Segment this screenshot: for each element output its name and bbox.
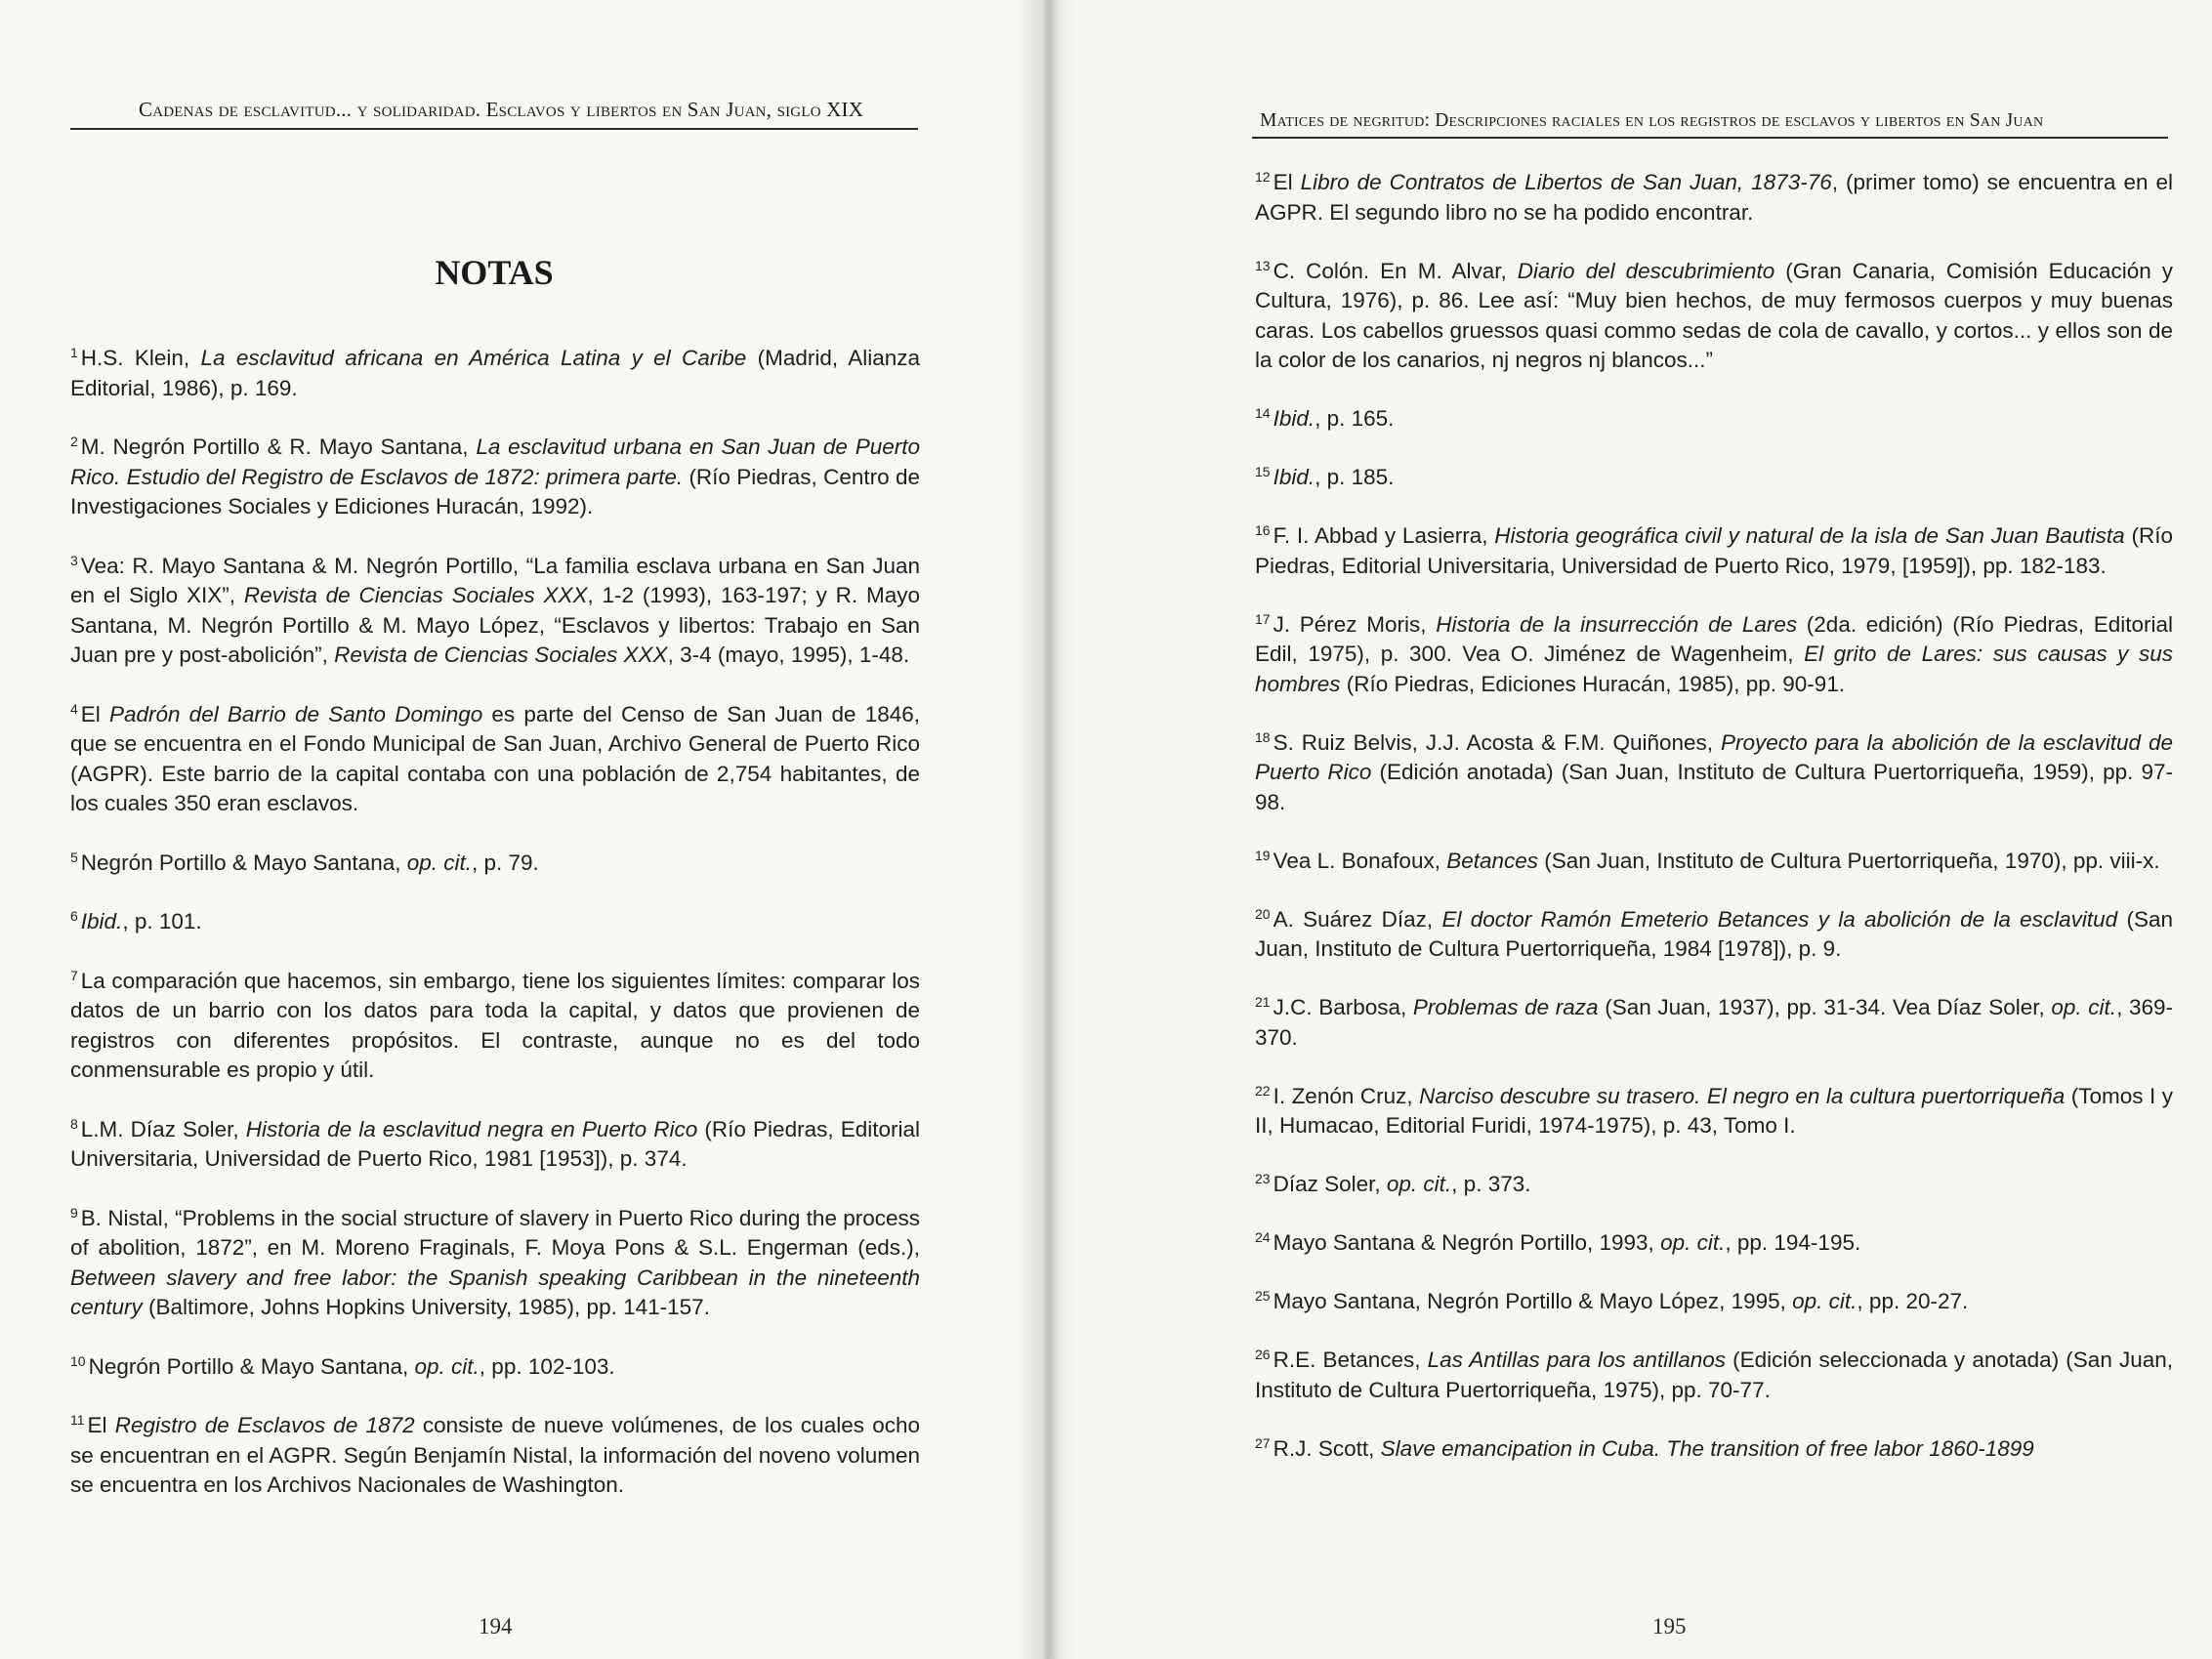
footnote-text: (Tomos I y II, Humacao, Editorial Furidi, 1974-1975), p. 43, Tomo I. [1255,1083,2173,1138]
footnote-5 [70,849,920,879]
footnote-italic-title: op. cit. [2051,995,2117,1019]
footnote-number: 13 [1255,257,1271,273]
footnote-number: 11 [70,1412,85,1428]
footnote-text: I. Zenón Cruz, [1273,1083,1420,1108]
footnote-italic-title: La esclavitud urbana en San Juan de Puerto Rico. Estudio del Registro de Esclavos de 1872: primera parte. [70,435,920,489]
footnote-text: S. Ruiz Belvis, J.J. Acosta & F.M. Quiñones, [1273,729,1721,755]
footnote-number: 23 [1255,1171,1271,1186]
footnote-italic-title: Registro de Esclavos de 1872 [114,1413,415,1437]
left-header-rule [70,128,918,130]
footnote-8 [70,1115,920,1175]
right-header-rule [1252,137,2168,139]
footnote-italic-title: Ibid. [1273,465,1315,489]
notes-title: NOTAS [435,253,554,292]
footnote-text: B. Nistal, “Problems in the social structure of slavery in Puerto Rico during the process of abolition, 1872”, en M. Moreno Fraginals, F. Moya Pons & S.L. Engerman (eds.), [70,1205,920,1260]
footnote-number: 12 [1255,169,1271,185]
footnote-text: (San Juan, Instituto de Cultura Puertorriqueña, 1984 [1978]), p. 9. [1255,906,2173,961]
footnote-text: es parte del Censo de San Juan de 1846, que se encuentra en el Fondo Municipal de San Juan, Archivo General de Puerto Rico (AGPR). Este barrio de la capital contaba con una población de 2,754 habitantes, de los cuales 350 eran esclavos. [70,701,920,815]
footnote-italic-title: Proyecto para la abolición de la esclavitud de Puerto Rico [1255,729,2174,784]
footnote-italic-title: Libro de Contratos de Libertos de San Juan, 1873-76 [1300,170,1832,194]
footnote-26 [1255,1346,2173,1405]
footnote-text: , p. 165. [1315,406,1395,431]
footnote-number: 19 [1255,847,1271,863]
footnote-italic-title: Ibid. [1273,406,1315,431]
footnote-number: 25 [1255,1288,1271,1304]
footnote-number: 2 [70,434,78,449]
footnote-text: (Baltimore, Johns Hopkins University, 1985), pp. 141-157. [142,1295,710,1319]
footnote-text: J.C. Barbosa, [1273,995,1413,1019]
footnote-25 [1255,1287,2173,1317]
footnote-italic-title: Betances [1446,848,1539,873]
footnote-15 [1255,463,2173,493]
footnote-text: Vea L. Bonafoux, [1273,848,1447,873]
footnote-9 [70,1204,920,1323]
footnote-12 [1255,168,2173,228]
right-notes-list [1255,168,2173,1493]
footnote-italic-title: Slave emancipation in Cuba. The transition of free labor 1860-1899 [1380,1435,2034,1461]
footnote-text: (Madrid, Alianza Editorial, 1986), p. 169. [70,346,921,400]
footnote-italic-title: La esclavitud africana en América Latina y el Caribe [200,346,747,370]
footnote-text: , (primer tomo) se encuentra en el AGPR. El segundo libro no se ha podido encontrar. [1255,170,2173,225]
footnote-italic-title: Revista de Ciencias Sociales XXX [243,583,588,607]
footnote-27 [1255,1434,2173,1465]
footnote-number: 26 [1255,1347,1271,1362]
footnote-11 [70,1411,920,1501]
footnote-number: 1 [70,345,78,360]
footnote-text: C. Colón. En M. Alvar, [1273,258,1518,283]
footnote-text: El [1273,170,1301,194]
footnote-text: (San Juan, 1937), pp. 31-34. Vea Díaz Soler, [1598,995,2052,1019]
footnote-number: 14 [1255,405,1271,421]
footnote-italic-title: op. cit. [406,850,473,875]
footnote-italic-title: Historia de la insurrección de Lares [1436,611,1798,637]
footnote-number: 4 [70,700,78,717]
footnote-italic-title: op. cit. [1792,1289,1857,1313]
footnote-number: 6 [70,908,78,924]
footnote-text: , pp. 194-195. [1725,1230,1861,1255]
footnote-18 [1255,728,2173,818]
footnote-text: , pp. 20-27. [1857,1289,1969,1313]
footnote-text: Mayo Santana & Negrón Portillo, 1993, [1273,1230,1661,1255]
footnote-text: El [80,701,109,726]
footnote-text: (2da. edición) (Río Piedras, Editorial Edil, 1975), p. 300. Vea O. Jiménez de Wagenheim, [1255,611,2174,666]
footnote-text: , 1-2 (1993), 163-197; y R. Mayo Santana, M. Negrón Portillo & M. Mayo López, “Esclavos y libertos: Trabajo en San Juan pre y post-abolición”, [70,583,920,667]
left-page-number: 194 [479,1614,513,1638]
footnote-text: , p. 79. [472,850,539,875]
footnote-14 [1255,404,2173,435]
footnote-italic-title: Ibid. [80,909,123,933]
footnote-3 [70,552,920,671]
footnote-italic-title: op. cit. [1386,1172,1452,1196]
footnote-text: F. I. Abbad y Lasierra, [1273,523,1495,548]
footnote-24 [1255,1228,2173,1259]
footnote-1 [70,344,920,403]
footnote-number: 18 [1255,728,1271,745]
footnote-number: 15 [1255,464,1271,479]
footnote-italic-title: Padrón del Barrio de Santo Domingo [108,701,483,726]
footnote-4 [70,700,920,819]
footnote-italic-title: Between slavery and free labor: the Spanish speaking Caribbean in the nineteenth century [70,1265,920,1319]
footnote-23 [1255,1170,2173,1200]
footnote-text: Negrón Portillo & Mayo Santana, [88,1353,415,1379]
footnote-13 [1255,257,2173,376]
footnote-text: (Río Piedras, Editorial Universitaria, Universidad de Puerto Rico, 1981 [1953]), p. 374. [70,1116,920,1171]
footnote-text: La comparación que hacemos, sin embargo, tiene los siguientes límites: comparar los datos de un barrio con los datos para toda la capital, y datos que provienen de registros con diferentes propósitos. El contraste, aunque no es del todo conmensurable es propio y útil. [70,968,920,1082]
footnote-7 [70,967,920,1086]
footnote-text: M. Negrón Portillo & R. Mayo Santana, [80,435,477,459]
footnote-italic-title: El doctor Ramón Emeterio Betances y la abolición de la esclavitud [1441,906,2118,932]
footnote-text: Mayo Santana, Negrón Portillo & Mayo López, 1995, [1273,1289,1793,1313]
footnote-text: Negrón Portillo & Mayo Santana, [80,850,407,875]
footnote-17 [1255,610,2173,700]
footnote-italic-title: Historia de la esclavitud negra en Puerto Rico [245,1116,698,1141]
left-notes-list [70,344,920,1530]
footnote-text: (Río Piedras, Editorial Universitaria, Universidad de Puerto Rico, 1979, [1959]), pp. 182-183. [1255,523,2173,578]
footnote-16 [1255,521,2173,581]
footnote-italic-title: El grito de Lares: sus causas y sus hombres [1255,642,2173,696]
footnote-number: 9 [70,1204,78,1221]
footnote-text: El [87,1413,115,1437]
footnote-2 [70,433,920,522]
footnote-text: R.E. Betances, [1273,1348,1428,1372]
footnote-italic-title: Revista de Ciencias Sociales XXX [334,643,668,667]
footnote-text: consiste de nueve volúmenes, de los cuales ocho se encuentran en el AGPR. Según Benjamín Nistal, la información del noveno volumen se encuentra en los Archivos Nacionales de Washington. [70,1413,920,1497]
footnote-italic-title: Diario del descubrimiento [1517,258,1775,283]
footnote-6 [70,907,920,937]
footnote-number: 21 [1255,994,1271,1010]
footnote-text: , pp. 102-103. [479,1353,615,1379]
footnote-text: (Edición anotada) (San Juan, Instituto de Cultura Puertorriqueña, 1959), pp. 97-98. [1255,760,2173,814]
footnote-number: 8 [70,1115,78,1132]
footnote-number: 7 [70,967,78,983]
footnote-number: 3 [70,552,78,568]
footnote-italic-title: Narciso descubre su trasero. El negro en la cultura puertorriqueña [1419,1083,2066,1108]
footnote-number: 20 [1255,905,1271,922]
footnote-text: (Edición seleccionada y anotada) (San Juan, Instituto de Cultura Puertorriqueña, 1975), pp. 70-77. [1255,1348,2173,1402]
footnote-number: 17 [1255,610,1271,627]
footnote-22 [1255,1082,2173,1141]
footnote-italic-title: Historia geográfica civil y natural de la isla de San Juan Bautista [1494,523,2125,548]
footnote-text: L.M. Díaz Soler, [80,1116,246,1141]
footnote-number: 27 [1255,1434,1271,1451]
footnote-19 [1255,847,2173,877]
right-page [1045,0,2212,1659]
footnote-text: (Gran Canaria, Comisión Educación y Cultura, 1976), p. 86. Lee así: “Muy bien hechos, de muy fermosos cuerpos y muy buenas caras. Los cabellos gruessos quasi commo sedas de cola de cavallo, y cortos... y ellos son de la color de los canarios, nj negros nj blancos...” [1255,258,2174,372]
footnote-20 [1255,905,2173,965]
footnote-italic-title: Las Antillas para los antillanos [1427,1348,1726,1372]
footnote-number: 24 [1255,1229,1271,1245]
footnote-italic-title: op. cit. [1660,1230,1726,1255]
footnote-text: (Río Piedras, Ediciones Huracán, 1985), pp. 90-91. [1340,671,1846,696]
right-page-number: 195 [1652,1614,1687,1638]
footnote-text: , 3-4 (mayo, 1995), 1-48. [667,643,910,667]
footnote-text: (San Juan, Instituto de Cultura Puertorriqueña, 1970), pp. viii-x. [1538,848,2160,873]
footnote-text: (Río Piedras, Centro de Investigaciones Sociales y Ediciones Huracán, 1992). [70,464,920,518]
footnote-text: J. Pérez Moris, [1273,611,1437,637]
footnote-number: 10 [70,1352,86,1369]
footnote-italic-title: op. cit. [414,1353,480,1379]
left-running-head: Cadenas de esclavitud... y solidaridad. Esclavos y libertos en San Juan, siglo XIX [139,98,864,121]
footnote-number: 16 [1255,522,1271,538]
footnote-text: , p. 185. [1315,465,1395,489]
footnote-text: , 369-370. [1255,995,2174,1050]
footnote-10 [70,1352,920,1383]
footnote-text: , p. 373. [1451,1172,1531,1196]
right-running-head: Matices de negritud: Descripciones raciales en los registros de esclavos y libertos en San Juan [1260,110,2044,131]
footnote-text: R.J. Scott, [1273,1435,1381,1461]
footnote-number: 22 [1255,1082,1271,1099]
footnote-number: 5 [70,849,78,865]
footnote-italic-title: Problemas de raza [1412,995,1599,1019]
footnote-21 [1255,993,2173,1053]
footnote-text: A. Suárez Díaz, [1273,906,1442,932]
footnote-text: Vea: R. Mayo Santana & M. Negrón Portillo, “La familia esclava urbana en San Juan en el Siglo XIX”, [70,553,920,607]
footnote-text: , p. 101. [122,909,202,933]
footnote-text: H.S. Klein, [80,346,201,370]
left-page [0,0,1045,1659]
footnote-text: Díaz Soler, [1273,1172,1387,1196]
